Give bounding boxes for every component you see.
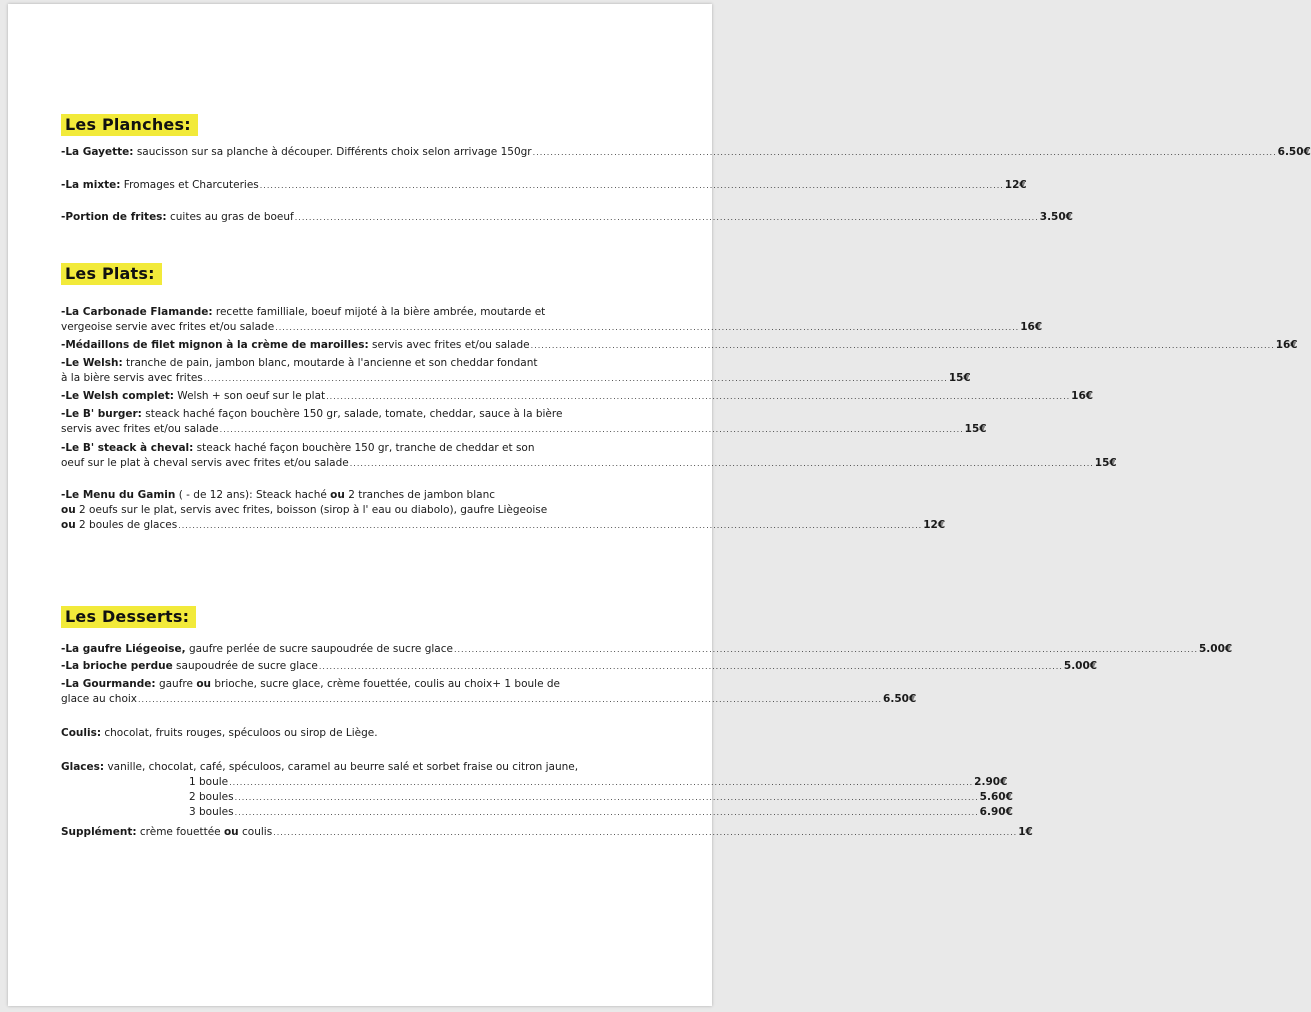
item-name: -Médaillons de filet mignon à la crème de maroilles: [61, 339, 369, 351]
item-description: saucisson sur sa planche à découper. Différents choix selon arrivage 150gr [133, 146, 532, 158]
item-price: 12€ [1004, 179, 1027, 191]
dot-leader [204, 371, 948, 386]
section-title-desserts: Les Desserts: [61, 606, 196, 628]
item-name: -Le Welsh: [61, 357, 123, 369]
item-name: -Le Menu du Gamin [61, 489, 176, 501]
item-description: 2 boules de glaces [75, 519, 178, 531]
item-name: -La Gourmande: [61, 678, 156, 690]
menu-item-brioche [61, 659, 1098, 674]
item-price: 6.50€ [883, 693, 917, 705]
item-description: steack haché façon bouchère 150 gr, salade, tomate, cheddar, sauce à la bière [141, 408, 563, 420]
menu-item-gayette [61, 145, 1311, 160]
item-name: -Le B' steack à cheval: [61, 442, 194, 454]
item-name: Supplément: [61, 826, 137, 838]
menu-item-frites [61, 210, 1073, 225]
menu-item-mixte [61, 178, 1027, 193]
item-price: 6.90€ [979, 806, 1013, 818]
item-description: Fromages et Charcuteries [120, 179, 259, 191]
item-description: servis avec frites et/ou salade [368, 339, 530, 351]
glace-size-label: 1 boule [189, 776, 229, 788]
item-name: -Portion de frites: [61, 211, 167, 223]
menu-item-gourmande [61, 677, 917, 707]
item-description: Welsh + son oeuf sur le plat [173, 390, 326, 402]
dot-leader [295, 210, 1039, 225]
dot-leader [138, 692, 882, 707]
item-description: glace au choix [61, 693, 137, 705]
dot-leader [319, 659, 1063, 674]
or-word: ou [61, 519, 76, 531]
item-price: 3.50€ [1039, 211, 1073, 223]
item-description: recette familliale, boeuf mijoté à la bière ambrée, moutarde et [212, 306, 546, 318]
menu-item-gaufre [61, 642, 1233, 657]
item-description: servis avec frites et/ou salade [61, 423, 219, 435]
dot-leader [350, 456, 1094, 471]
item-price: 15€ [964, 423, 987, 435]
item-description: saupoudrée de sucre glace [172, 660, 318, 672]
item-description: 2 oeufs sur le plat, servis avec frites, boisson (sirop à l' eau ou diabolo), gaufre Liègeoise [75, 504, 548, 516]
dot-leader [178, 518, 922, 533]
menu-item-welsh [61, 356, 971, 386]
item-name: -La mixte: [61, 179, 121, 191]
dot-leader [275, 320, 1019, 335]
menu-item-coulis [61, 726, 653, 741]
item-name: -La Gayette: [61, 146, 134, 158]
dot-leader [533, 145, 1277, 160]
menu-page [8, 4, 1311, 1006]
dot-leader [326, 389, 1070, 404]
item-description: gaufre perlée de sucre saupoudrée de sucre glace [185, 643, 453, 655]
item-price: 15€ [1094, 457, 1117, 469]
menu-item-steack-cheval [61, 441, 1117, 471]
item-description: gaufre [155, 678, 197, 690]
item-description: coulis [238, 826, 273, 838]
item-description: à la bière servis avec frites [61, 372, 203, 384]
item-name: -Le Welsh complet: [61, 390, 174, 402]
item-name: -La brioche perdue [61, 660, 173, 672]
section-title-planches: Les Planches: [61, 114, 198, 136]
item-description: oeuf sur le plat à cheval servis avec frites et/ou salade [61, 457, 349, 469]
item-price: 1€ [1018, 826, 1033, 838]
item-price: 12€ [923, 519, 946, 531]
item-description: chocolat, fruits rouges, spéculoos ou sirop de Liège. [101, 727, 378, 739]
dot-leader [531, 338, 1275, 353]
glace-size-row [61, 775, 1008, 790]
menu-item-burger [61, 407, 987, 437]
item-name: -La gaufre Liégeoise, [61, 643, 186, 655]
glace-size-row [61, 790, 1013, 805]
glace-size-label: 3 boules [189, 806, 234, 818]
item-description: 2 tranches de jambon blanc [344, 489, 496, 501]
item-price: 16€ [1071, 390, 1094, 402]
item-description: ( - de 12 ans): Steack haché [175, 489, 331, 501]
dot-leader [260, 178, 1004, 193]
menu-item-welsh-complet [61, 389, 1094, 404]
menu-item-carbonade [61, 305, 1043, 335]
or-word: ou [330, 489, 345, 501]
menu-item-menu-gamin [61, 488, 946, 533]
item-name: Coulis: [61, 727, 102, 739]
item-name: -La Carbonade Flamande: [61, 306, 213, 318]
item-description: tranche de pain, jambon blanc, moutarde à l'ancienne et son cheddar fondant [122, 357, 538, 369]
menu-item-glaces [61, 760, 1013, 820]
glace-size-label: 2 boules [189, 791, 234, 803]
item-price: 5.00€ [1199, 643, 1233, 655]
dot-leader [273, 825, 1017, 840]
item-description: vergeoise servie avec frites et/ou salade [61, 321, 275, 333]
item-price: 6.50€ [1277, 146, 1311, 158]
or-word: ou [223, 826, 239, 838]
dot-leader [454, 642, 1198, 657]
menu-item-medaillons [61, 338, 1298, 353]
item-description: crème fouettée [136, 826, 224, 838]
dot-leader [235, 805, 979, 820]
item-description: cuites au gras de boeuf [166, 211, 294, 223]
item-price: 16€ [1020, 321, 1043, 333]
dot-leader [229, 775, 973, 790]
item-name: Glaces: [61, 761, 105, 773]
section-title-plats: Les Plats: [61, 263, 162, 285]
menu-item-supplement [61, 825, 1033, 840]
glace-size-row [61, 805, 1013, 820]
dot-leader [220, 422, 964, 437]
item-description: steack haché façon bouchère 150 gr, tranche de cheddar et son [193, 442, 535, 454]
item-price: 2.90€ [974, 776, 1008, 788]
item-name: -Le B' burger: [61, 408, 142, 420]
item-price: 5.00€ [1063, 660, 1098, 672]
dot-leader [235, 790, 979, 805]
item-price: 15€ [948, 372, 971, 384]
or-word: ou [61, 504, 76, 516]
or-word: ou [196, 678, 212, 690]
item-description: brioche, sucre glace, crème fouettée, coulis au choix+ 1 boule de [211, 678, 560, 690]
item-price: 16€ [1275, 339, 1298, 351]
item-price: 5.60€ [979, 791, 1013, 803]
item-description: vanille, chocolat, café, spéculoos, caramel au beurre salé et sorbet fraise ou citron jaune, [104, 761, 579, 773]
